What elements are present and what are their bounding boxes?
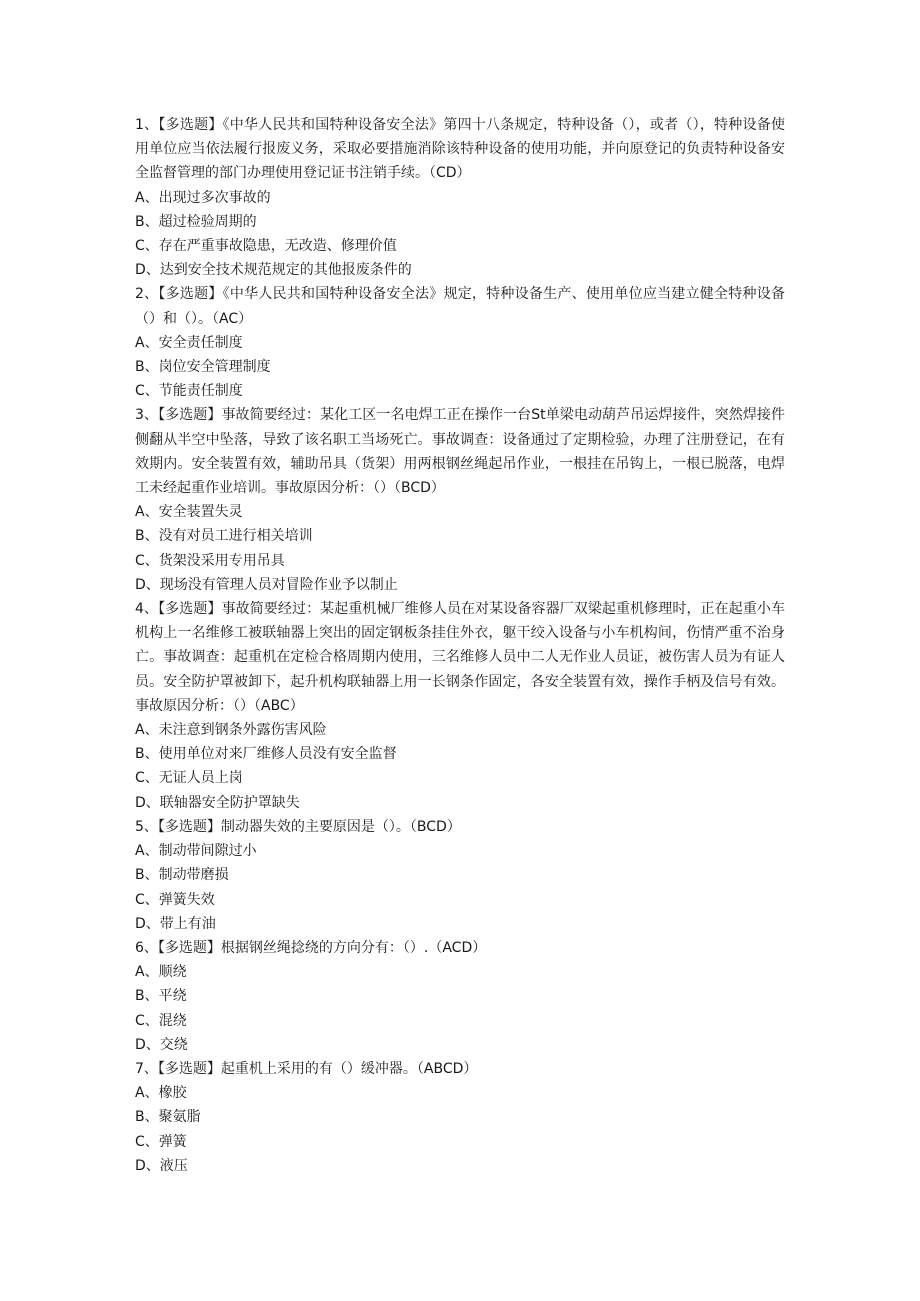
option-a: A、安全责任制度 — [135, 334, 243, 351]
question-7 — [135, 1057, 785, 1178]
question-text: 7、【多选题】起重机上采用的有（）缓冲器。（ABCD） — [135, 1060, 478, 1077]
option-c: C、存在严重事故隐患，无改造、修理价值 — [135, 238, 397, 255]
question-text: 1、【多选题】《中华人民共和国特种设备安全法》第四十八条规定，特种设备（），或者（），特种设备使用单位应当依法履行报废义务，采取必要措施消除该特种设备的使用功能，并向原登记的负责特种设备安全监督管理的部门办理使用登记证书注销手续。（CD） — [135, 117, 785, 182]
option-d: D、现场没有管理人员对冒险作业予以制止 — [135, 576, 398, 593]
option-c: C、节能责任制度 — [135, 383, 243, 400]
question-text: 2、【多选题】《中华人民共和国特种设备安全法》规定，特种设备生产、使用单位应当建立健全特种设备（）和（）。（AC） — [135, 286, 785, 327]
question-4 — [135, 597, 785, 815]
option-b: B、没有对员工进行相关培训 — [135, 528, 313, 545]
option-b: B、岗位安全管理制度 — [135, 359, 271, 376]
option-a: A、顺绕 — [135, 964, 187, 981]
option-a: A、未注意到钢条外露伤害风险 — [135, 722, 327, 739]
question-text: 3、【多选题】事故简要经过：某化工区一名电焊工正在操作一台St单梁电动葫芦吊运焊接件，突然焊接件侧翻从半空中坠落，导致了该名职工当场死亡。事故调查：设备通过了定期检验，办理了注册登记，在有效期内。安全装置有效，辅助吊具（货架）用两根钢丝绳起吊作业，一根挂在吊钩上，一根已脱落，电焊工未经起重作业培训。事故原因分析：（）（BCD） — [135, 407, 785, 497]
option-b: B、超过检验周期的 — [135, 213, 257, 230]
option-b: B、聚氨脂 — [135, 1109, 201, 1126]
option-a: A、橡胶 — [135, 1085, 187, 1102]
option-a: A、出现过多次事故的 — [135, 189, 271, 206]
question-text: 4、【多选题】事故简要经过：某起重机械厂维修人员在对某设备容器厂双梁起重机修理时，正在起重小车机构上一名维修工被联轴器上突出的固定钢板条挂住外衣，躯干绞入设备与小车机构间，伤情严重不治身亡。事故调查：起重机在定检合格周期内使用，三名维修人员中二人无作业人员证，被伤害人员为有证人员。安全防护罩被卸下，起升机构联轴器上用一长钢条作固定，各安全装置有效，操作手柄及信号有效。事故原因分析：（）（ABC） — [135, 601, 785, 714]
option-c: C、弹簧 — [135, 1133, 187, 1150]
document-page — [135, 113, 785, 1178]
option-d: D、液压 — [135, 1157, 188, 1174]
question-5 — [135, 815, 785, 936]
option-a: A、安全装置失灵 — [135, 504, 243, 521]
option-d: D、交绕 — [135, 1036, 188, 1053]
option-c: C、无证人员上岗 — [135, 770, 243, 787]
option-d: D、带上有油 — [135, 915, 216, 932]
option-b: B、平绕 — [135, 988, 187, 1005]
option-c: C、弹簧失效 — [135, 891, 215, 908]
question-2 — [135, 282, 785, 403]
question-text: 6、【多选题】根据钢丝绳捻绕的方向分有：（）.（ACD） — [135, 939, 487, 956]
option-d: D、达到安全技术规范规定的其他报废条件的 — [135, 262, 412, 279]
option-d: D、联轴器安全防护罩缺失 — [135, 794, 300, 811]
question-text: 5、【多选题】制动器失效的主要原因是（）。（BCD） — [135, 818, 461, 835]
question-1 — [135, 113, 785, 282]
option-b: B、使用单位对来厂维修人员没有安全监督 — [135, 746, 397, 763]
option-b: B、制动带磨损 — [135, 867, 229, 884]
option-c: C、货架没采用专用吊具 — [135, 552, 285, 569]
option-a: A、制动带间隙过小 — [135, 843, 257, 860]
question-3 — [135, 403, 785, 597]
option-c: C、混绕 — [135, 1012, 187, 1029]
question-6 — [135, 936, 785, 1057]
